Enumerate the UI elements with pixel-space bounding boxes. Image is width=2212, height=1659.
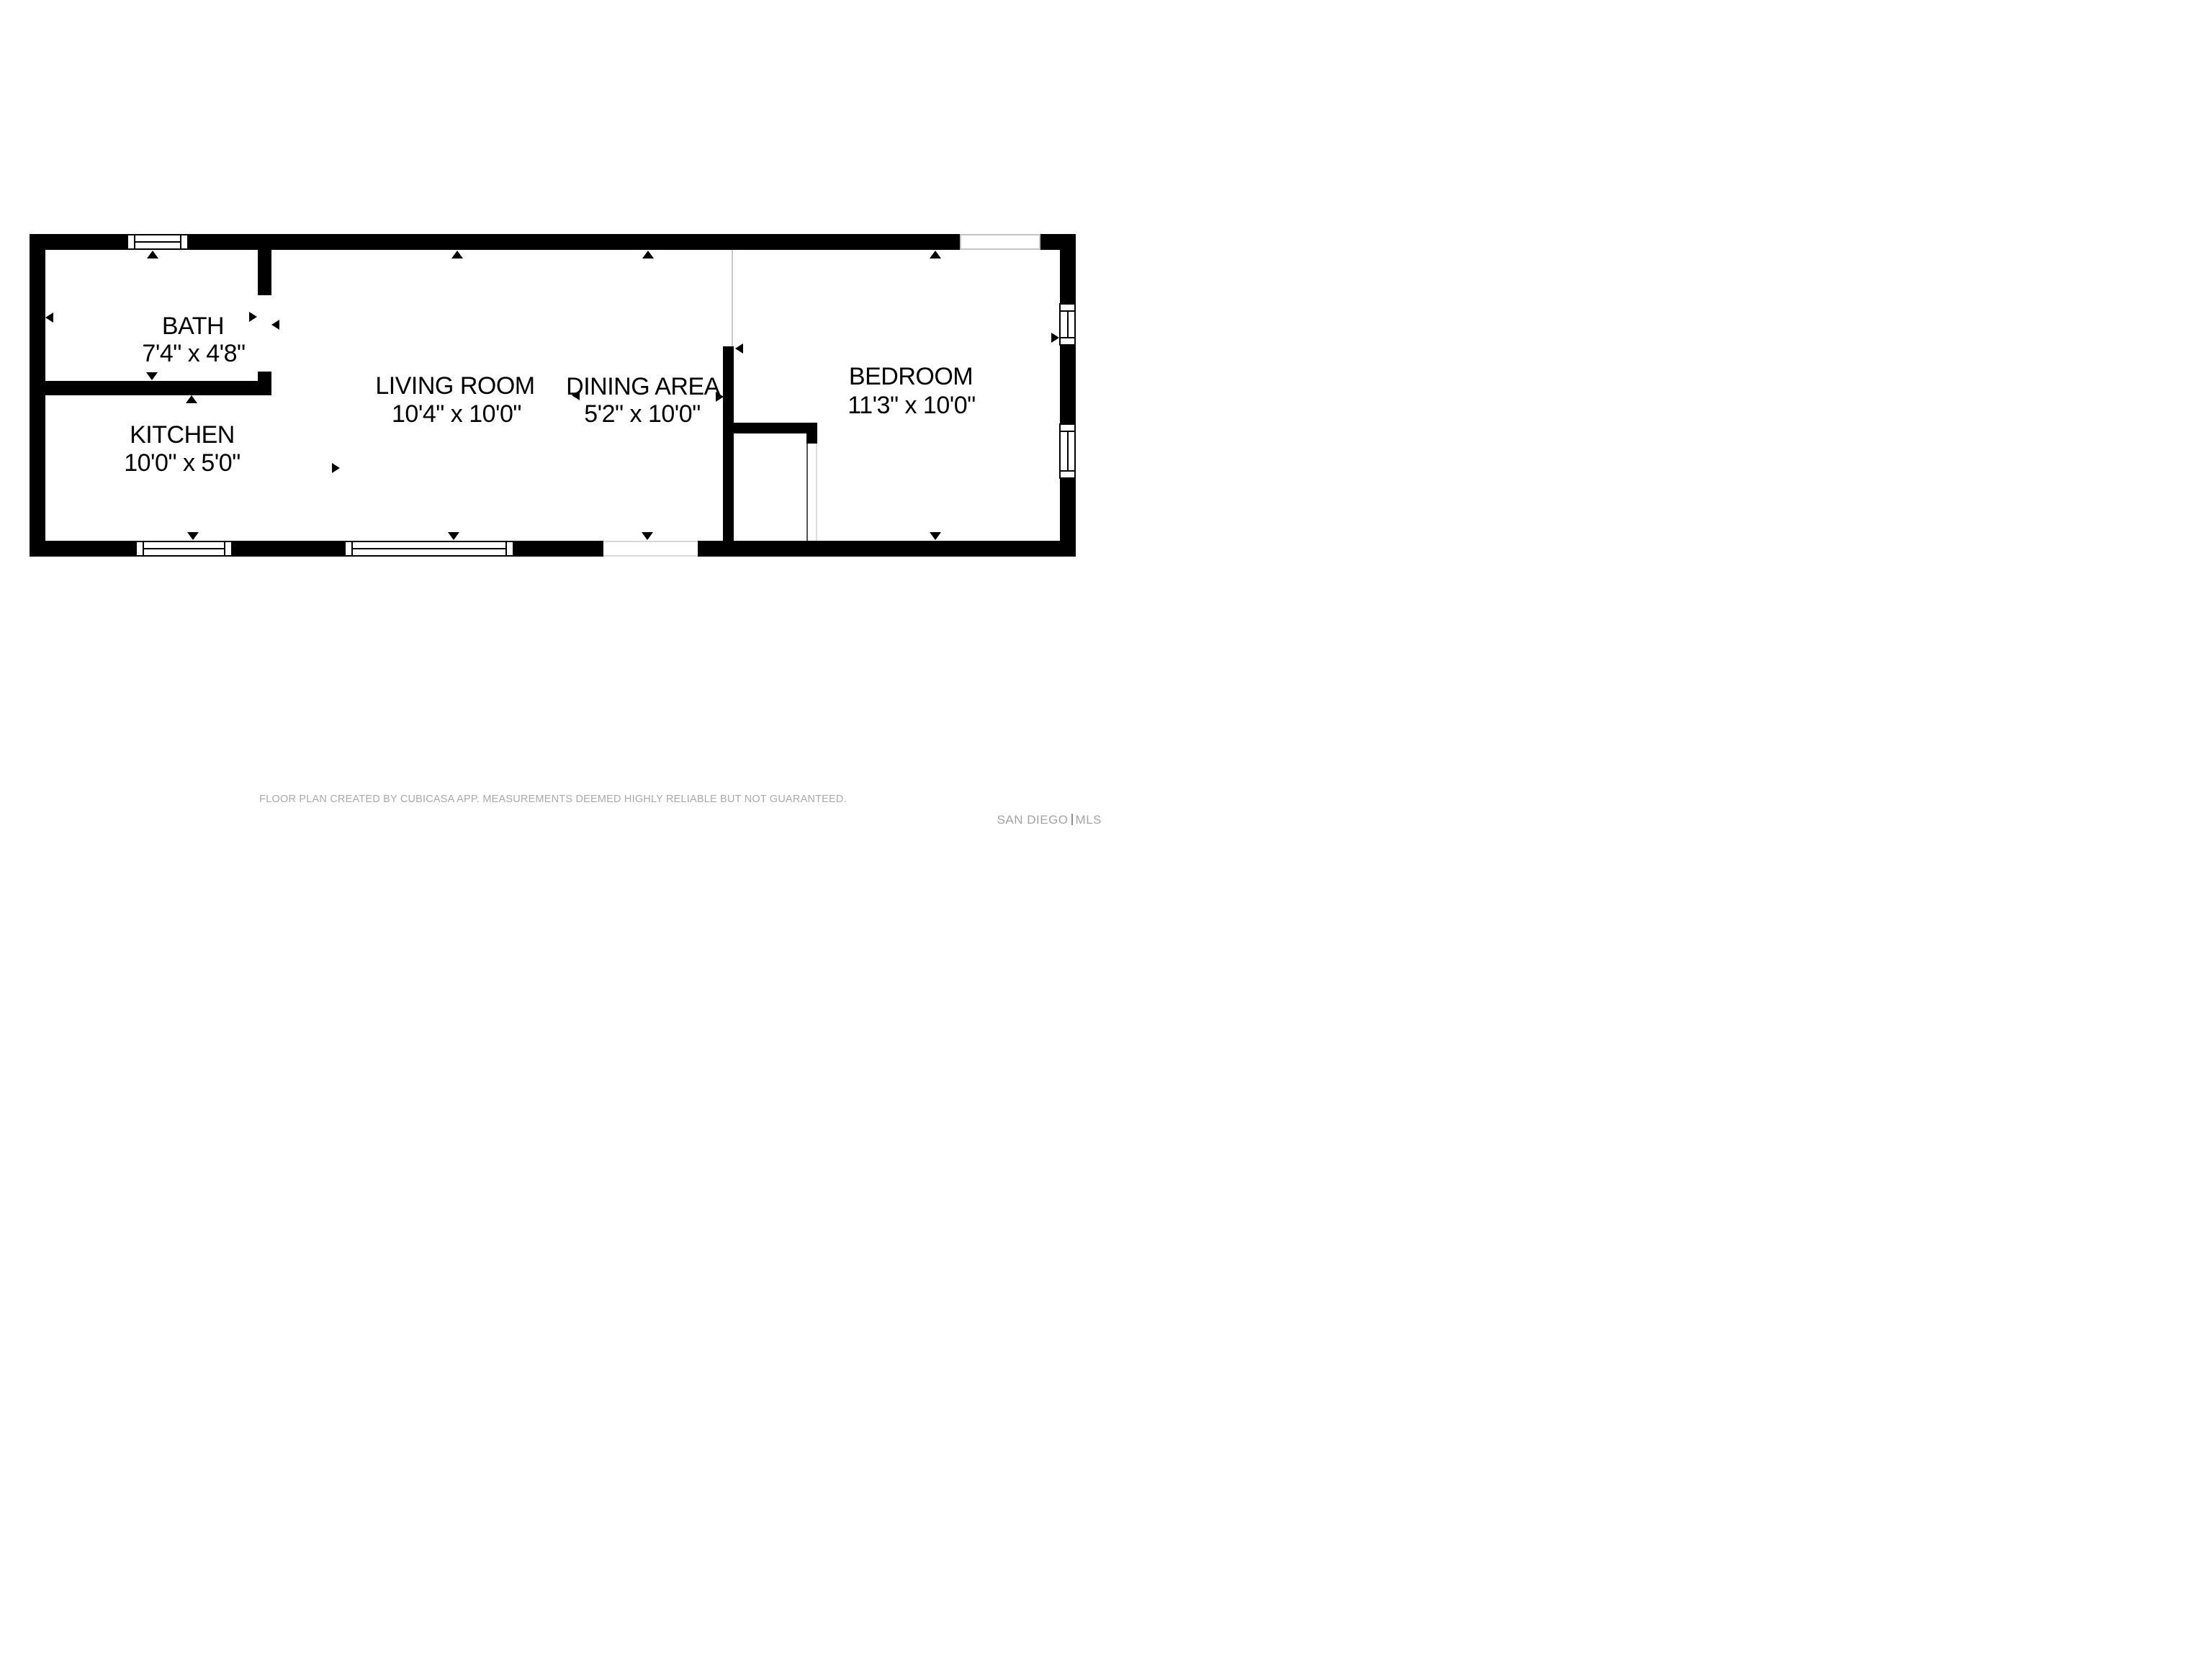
wall-bath-bottom	[45, 381, 271, 395]
mls-watermark-divider-icon	[1071, 814, 1073, 825]
measurement-arrow-left-icon	[45, 313, 53, 323]
closet-door-jamb-left	[806, 444, 808, 541]
measurement-arrow-up-icon	[451, 251, 463, 258]
measurement-arrow-down-icon	[930, 532, 941, 540]
entry-door-opening	[603, 541, 698, 557]
measurement-arrow-up-icon	[186, 395, 197, 403]
measurement-arrow-down-icon	[448, 532, 459, 540]
wall-bath-right-upper	[258, 250, 271, 295]
measurement-arrow-up-icon	[147, 251, 158, 258]
room-dims-bedroom: 11'3" x 10'0"	[848, 392, 976, 419]
measurement-arrow-down-icon	[146, 372, 158, 380]
wall-closet-corner	[806, 433, 817, 444]
mls-watermark-brand: SAN DIEGO	[997, 813, 1069, 827]
room-dims-kitchen: 10'0" x 5'0"	[124, 449, 240, 477]
measurement-arrow-left-icon	[271, 320, 279, 330]
wall-closet-top	[734, 423, 817, 433]
living-room-window	[344, 541, 514, 557]
opening-line-dining-top	[732, 250, 733, 346]
mls-watermark-suffix: MLS	[1075, 813, 1102, 827]
room-dims-dining-area: 5'2" x 10'0"	[584, 400, 701, 428]
wall-exterior-right	[1060, 234, 1076, 557]
measurement-arrow-right-icon	[1051, 333, 1059, 343]
measurement-arrow-down-icon	[187, 532, 199, 540]
floor-plan-canvas	[0, 0, 1106, 830]
closet-door-jamb-right	[816, 444, 817, 541]
bath-window	[127, 234, 189, 250]
bedroom-right-window-upper	[1059, 303, 1076, 346]
wall-exterior-left	[30, 234, 45, 557]
bedroom-right-window-lower	[1059, 423, 1076, 479]
room-label-bath: BATH	[161, 313, 225, 340]
room-label-bedroom: BEDROOM	[848, 363, 974, 390]
footer-disclaimer: FLOOR PLAN CREATED BY CUBICASA APP. MEASUREMENTS DEEMED HIGHLY RELIABLE BUT NOT GUARANTEED.	[259, 793, 847, 805]
measurement-arrow-right-icon	[249, 312, 257, 322]
room-dims-living-room: 10'4" x 10'0"	[392, 400, 521, 428]
measurement-arrow-up-icon	[930, 251, 941, 258]
kitchen-window	[135, 541, 233, 557]
measurement-arrow-right-icon	[332, 463, 340, 473]
room-label-living-room: LIVING ROOM	[375, 372, 535, 400]
wall-dining-bedroom	[723, 346, 734, 541]
room-label-dining-area: DINING AREA	[566, 373, 720, 400]
measurement-arrow-up-icon	[642, 251, 654, 258]
measurement-arrow-left-icon	[735, 343, 743, 354]
measurement-arrow-down-icon	[642, 532, 653, 540]
room-dims-bath: 7'4" x 4'8"	[142, 340, 246, 367]
mls-watermark	[997, 813, 1102, 827]
bedroom-top-window-opening	[960, 234, 1040, 250]
room-label-kitchen: KITCHEN	[130, 421, 235, 449]
